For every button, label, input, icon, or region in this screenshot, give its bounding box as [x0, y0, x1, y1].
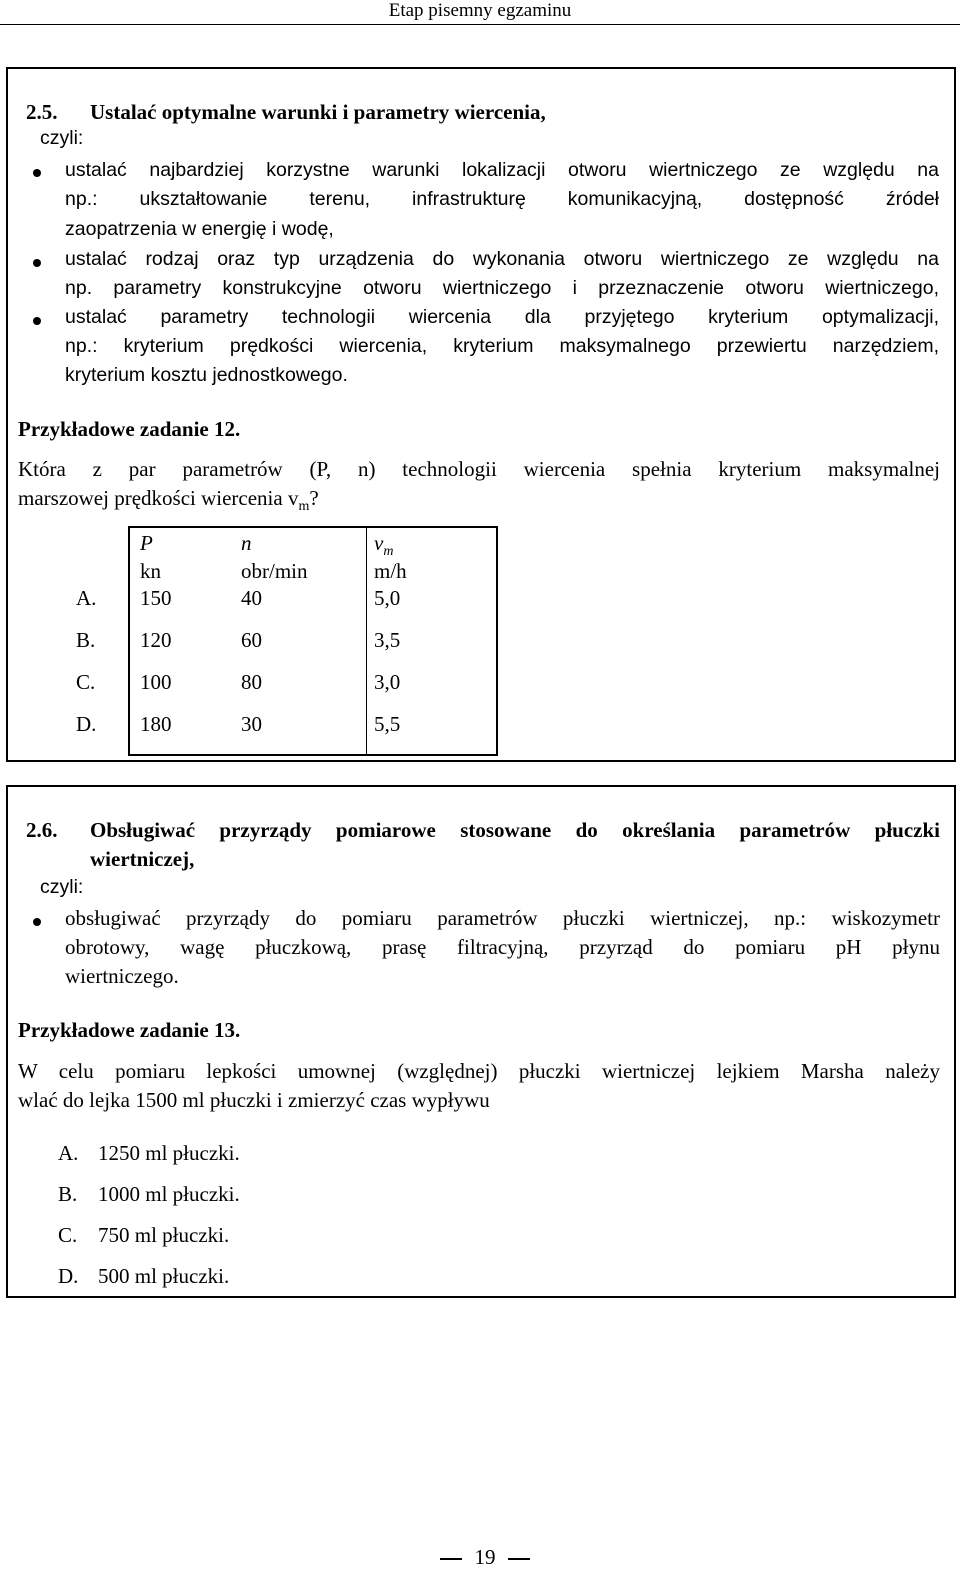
table-divider	[366, 528, 367, 754]
header-title: Etap pisemny egzaminu	[388, 0, 572, 21]
table-cell: 3,0	[374, 670, 401, 694]
table-cell: 5,5	[374, 712, 401, 736]
bullet-1-line-2: np.: ukształtowanie terenu, infrastrukturę komunikacyjną, dostępność źródeł	[65, 188, 939, 210]
section-title: Ustalać optymalne warunki i parametry wiercenia,	[90, 100, 546, 124]
table-cell: 100	[140, 670, 172, 694]
answer-label: C.	[58, 1223, 78, 1247]
bullet-2-line-1: ustalać rodzaj oraz typ urządzenia do wykonania otworu wiertniczego ze względu na	[65, 248, 939, 270]
bullet-line-1: obsługiwać przyrządy do pomiaru parametrów płuczki wiertniczej, np.: wiskozymetr	[65, 906, 940, 930]
bullet-icon	[33, 317, 41, 325]
header-n-unit: obr/min	[241, 559, 308, 583]
table-cell: 40	[241, 586, 262, 610]
header-v-symbol: $v_m$	[374, 531, 394, 560]
bullet-3-line-2: np.: kryterium prędkości wiercenia, kryterium maksymalnego przewiertu narzędziem,	[65, 335, 939, 357]
table-cell: 120	[140, 628, 172, 652]
section-title-line-2: wiertniczej,	[90, 847, 195, 871]
section-2-5-box	[6, 67, 956, 762]
table-cell: 80	[241, 670, 262, 694]
czyli-label: czyli:	[40, 127, 84, 149]
page-number: 19	[474, 1545, 496, 1569]
table-cell: 180	[140, 712, 172, 736]
table-cell: 5,0	[374, 586, 401, 610]
option-label: D.	[76, 712, 97, 736]
question-13-line-2: wlać do lejka 1500 ml płuczki i zmierzyć czas wypływu	[18, 1088, 490, 1112]
bullet-icon	[33, 259, 41, 267]
section-title-line-1: Obsługiwać przyrządy pomiarowe stosowane do określania parametrów płuczki	[90, 818, 940, 842]
table-cell: 3,5	[374, 628, 401, 652]
bullet-line-2: obrotowy, wagę płuczkową, prasę filtracyjną, przyrząd do pomiaru pH płynu	[65, 935, 940, 959]
section-2-6-box	[6, 785, 956, 1298]
question-12-line-2: marszowej prędkości wiercenia $v_m$?	[18, 486, 319, 515]
header-v-unit: m/h	[374, 559, 407, 583]
table-cell: 30	[241, 712, 262, 736]
bullet-2-line-2: np. parametry konstrukcyjne otworu wiertniczego i przeznaczenie otworu wiertniczego,	[65, 277, 939, 299]
option-label: A.	[76, 586, 97, 610]
parameters-table	[128, 526, 498, 756]
question-13-line-1: W celu pomiaru lepkości umownej (względnej) płuczki wiertniczej lejkiem Marsha należy	[18, 1059, 940, 1083]
bullet-1-line-1: ustalać najbardziej korzystne warunki lokalizacji otworu wiertniczego ze względu na	[65, 159, 939, 181]
answer-text: 1250 ml płuczki.	[98, 1141, 240, 1165]
bullet-3-line-3: kryterium kosztu jednostkowego.	[65, 364, 348, 386]
header-rule	[0, 24, 960, 25]
question-12-line-1: Która z par parametrów (P, n) technologii wiercenia spełnia kryterium maksymalnej	[18, 457, 940, 481]
header-n-symbol: n	[241, 531, 252, 555]
bullet-icon	[33, 918, 41, 926]
example-13-title: Przykładowe zadanie 13.	[18, 1018, 241, 1042]
answer-text: 750 ml płuczki.	[98, 1223, 230, 1247]
section-number: 2.6.	[26, 818, 58, 842]
answer-label: D.	[58, 1264, 79, 1288]
czyli-label: czyli:	[40, 876, 84, 898]
example-12-title: Przykładowe zadanie 12.	[18, 417, 241, 441]
answer-text: 500 ml płuczki.	[98, 1264, 230, 1288]
bullet-1-line-3: zaopatrzenia w energię i wodę,	[65, 218, 334, 240]
table-cell: 150	[140, 586, 172, 610]
page-header	[0, 0, 960, 30]
page-number-dash-right	[508, 1558, 530, 1560]
header-p-symbol: P	[140, 531, 153, 555]
answer-label: A.	[58, 1141, 79, 1165]
bullet-icon	[33, 169, 41, 177]
table-cell: 60	[241, 628, 262, 652]
answer-label: B.	[58, 1182, 78, 1206]
bullet-3-line-1: ustalać parametry technologii wiercenia dla przyjętego kryterium optymalizacji,	[65, 306, 939, 328]
answer-text: 1000 ml płuczki.	[98, 1182, 240, 1206]
section-number: 2.5.	[26, 100, 58, 124]
header-p-unit: kn	[140, 559, 161, 583]
option-label: C.	[76, 670, 96, 694]
option-label: B.	[76, 628, 96, 652]
bullet-line-3: wiertniczego.	[65, 964, 179, 988]
